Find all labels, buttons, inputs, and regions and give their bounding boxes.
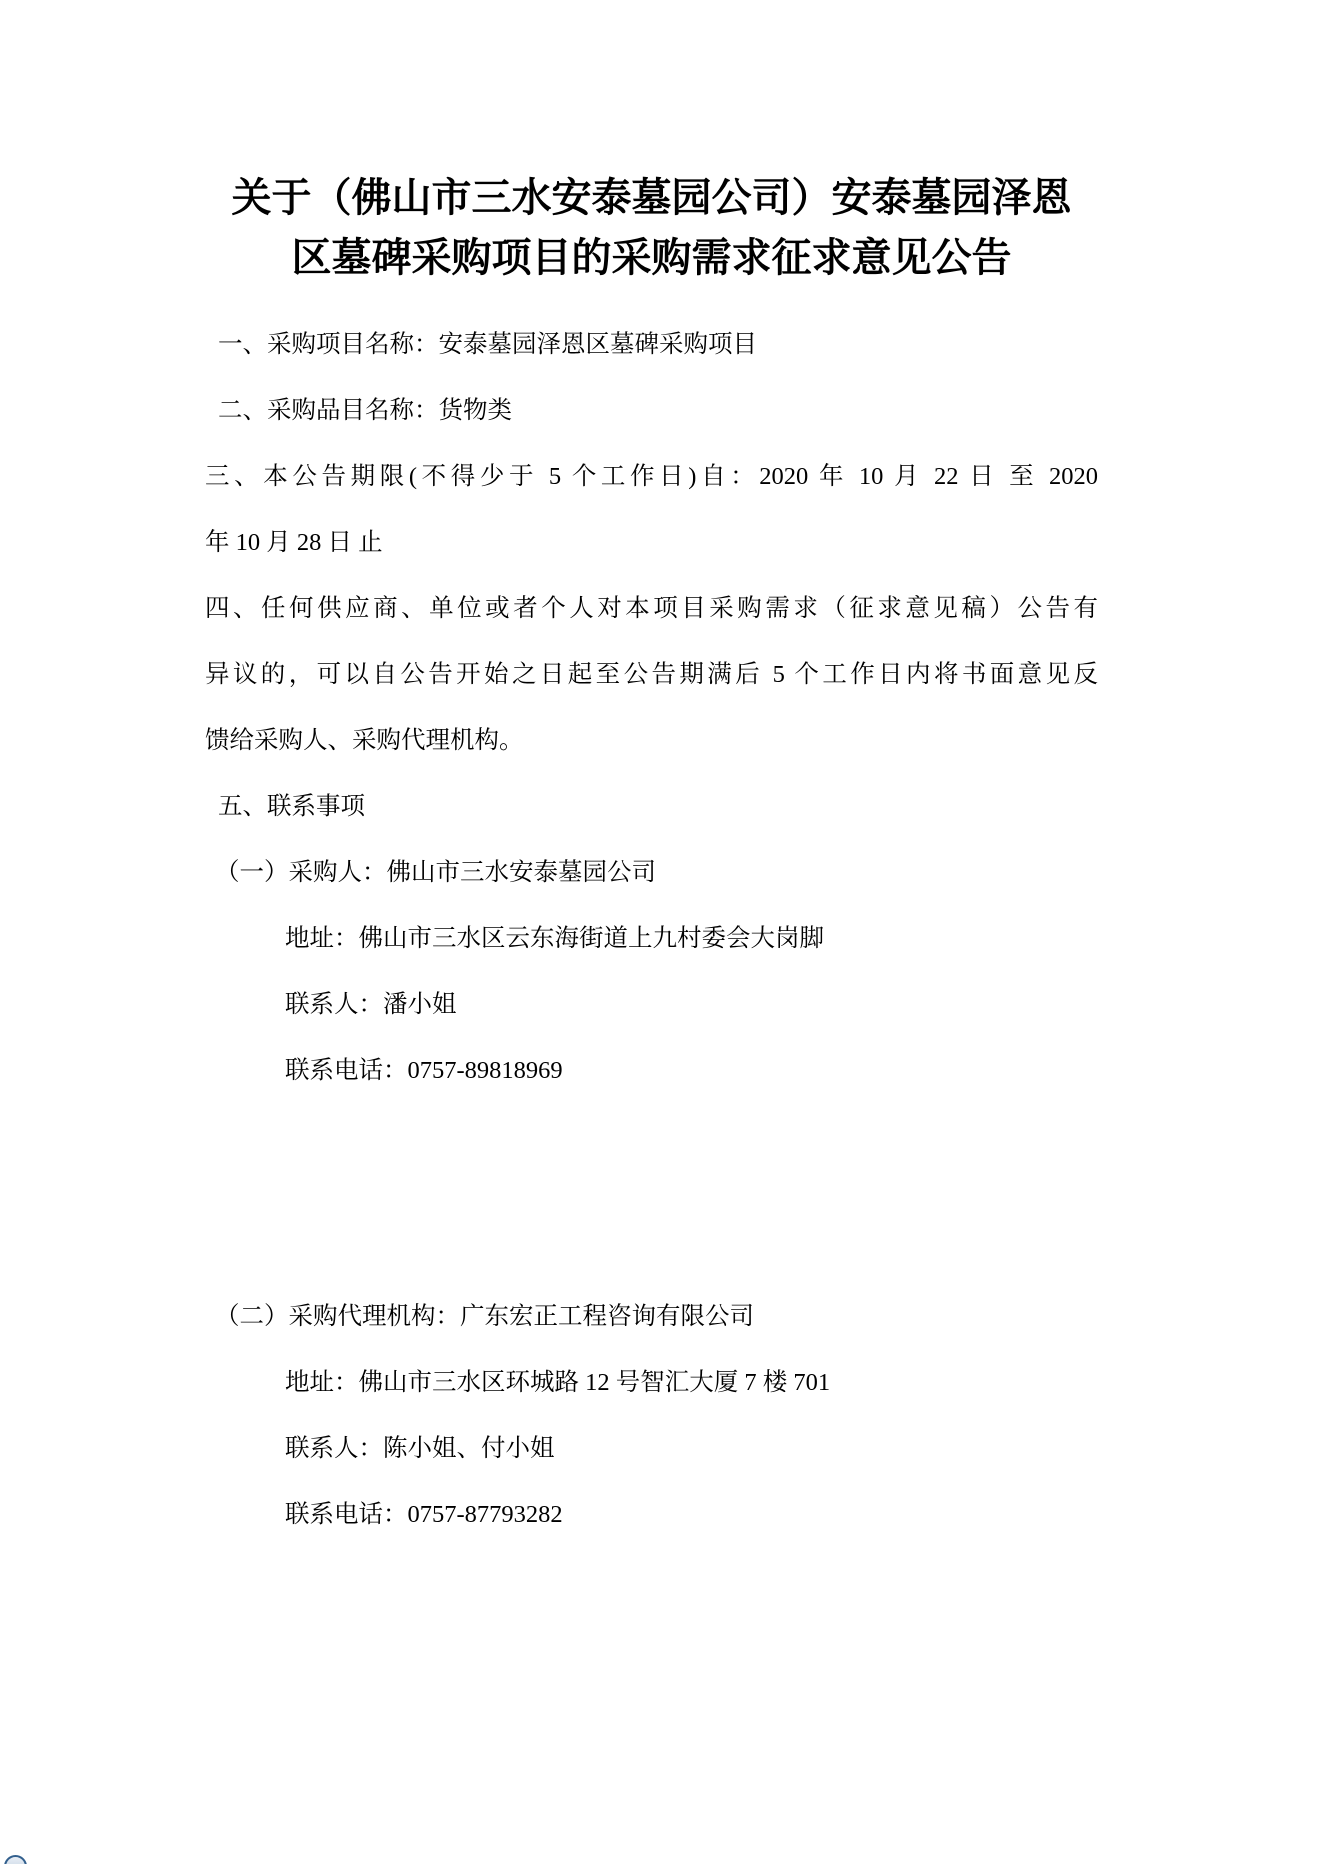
item-4-objection-line-3: 馈给采购人、采购代理机构。 bbox=[205, 727, 524, 754]
section-gap bbox=[205, 1104, 1098, 1284]
document-title bbox=[205, 168, 1098, 288]
item-1-project-name: 一、采购项目名称：安泰墓园泽恩区墓碑采购项目 bbox=[218, 331, 757, 358]
purchaser-address: 地址：佛山市三水区云东海街道上九村委会大岗脚 bbox=[285, 925, 824, 952]
item-3-announcement-period-line-2: 年 10 月 28 日 止 bbox=[205, 529, 383, 556]
agency-address: 地址：佛山市三水区环城路 12 号智汇大厦 7 楼 701 bbox=[285, 1369, 831, 1396]
item-5-contact-matters: 五、联系事项 bbox=[218, 793, 365, 820]
agency-phone: 联系电话：0757-87793282 bbox=[285, 1501, 563, 1528]
title-line-2: 区墓碑采购项目的采购需求征求意见公告 bbox=[291, 235, 1012, 280]
title-line-1: 关于（佛山市三水安泰墓园公司）安泰墓园泽恩 bbox=[231, 175, 1072, 220]
agency-heading: （二）采购代理机构：广东宏正工程咨询有限公司 bbox=[215, 1303, 754, 1330]
agency-contact-person: 联系人：陈小姐、付小姐 bbox=[285, 1435, 555, 1462]
item-4-objection-line-1: 四、任何供应商、单位或者个人对本项目采购需求（征求意见稿）公告有 bbox=[205, 595, 1098, 622]
purchaser-phone: 联系电话：0757-89818969 bbox=[285, 1057, 563, 1084]
purchaser-heading: （一）采购人：佛山市三水安泰墓园公司 bbox=[215, 859, 656, 886]
item-4-objection-line-2: 异议的，可以自公告开始之日起至公告期满后 5 个工作日内将书面意见反 bbox=[205, 661, 1098, 688]
floating-circle-widget[interactable] bbox=[4, 1855, 27, 1864]
document-body bbox=[205, 168, 1098, 1548]
purchaser-contact-person: 联系人：潘小姐 bbox=[285, 991, 457, 1018]
item-2-category-name: 二、采购品目名称：货物类 bbox=[218, 397, 512, 424]
item-3-announcement-period-line-1: 三、本公告期限(不得少于 5 个工作日)自：2020 年 10 月 22 日 至 2020 bbox=[205, 463, 1098, 490]
